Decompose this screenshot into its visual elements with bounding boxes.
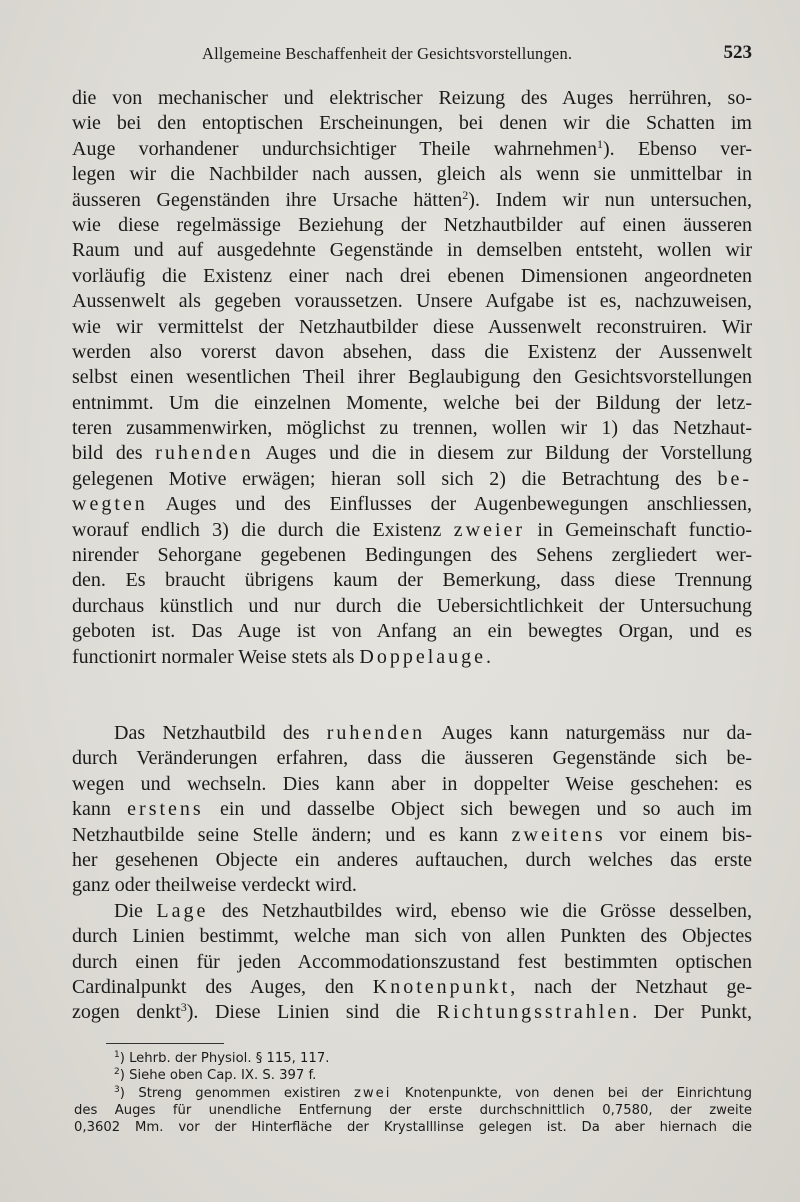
page-header [70,44,752,68]
footnote-number: 3 [114,1084,120,1095]
text-line [72,950,752,975]
text-run: wie wir vermittelst der Netzhautbilder diese Aussenwelt reconstruiren. Wir [72,315,752,338]
text-run: selbst einen wesentlichen Theil ihrer Beglaubigung den Gesichtsvorstellungen [72,366,752,389]
text-line [72,238,752,263]
text-line [72,619,752,644]
text-line [72,797,752,822]
text-run: durch Linien bestimmt, welche man sich von allen Punkten des Objectes [72,925,752,948]
text-run: teren zusammenwirken, möglichst zu trennen, wollen wir 1) das Netzhaut- [72,417,752,440]
spaced-emphasis: Doppelauge [359,645,487,668]
text-line [72,975,752,1000]
page-number: 523 [723,42,752,63]
text-line [72,137,752,162]
text-run: entnimmt. Um die einzelnen Momente, welche bei der Bildung der letz- [72,391,752,414]
text-run: Das Netzhautbild des [114,721,327,744]
text-run: Raum und auf ausgedehnte Gegenstände in demselben entsteht, wollen wir [72,239,752,262]
paragraph-gap [72,670,752,721]
text-line [72,594,752,619]
text-run: zogen denkt [72,1001,181,1024]
text-run: functionirt normaler Weise stets als [72,645,360,668]
text-run: in Gemeinschaft functio- [525,518,752,541]
text-run: Auges und die in diesem zur Bildung der Vorstellung [253,442,752,465]
text-line [72,492,752,517]
text-run: Netzhautbilde seine Stelle ändern; und es kann [72,823,512,846]
text-run: gelegenen Motive erwägen; hieran soll sich 2) die Betrachtung des [72,467,718,490]
text-line [72,315,752,340]
text-run: ganz oder theilweise verdeckt wird. [72,874,357,897]
text-line [72,441,752,466]
text-run: durch Veränderungen erfahren, dass die äusseren Gegenstände sich be- [72,747,752,770]
text-run: bild des [72,442,156,465]
text-line [72,543,752,568]
text-line [72,188,752,213]
text-run: des Netzhautbildes wird, ebenso wie die Grösse desselben, [208,899,752,922]
text-run: , nach der Netzhaut ge- [510,975,752,998]
text-run: ) Streng genommen existiren [119,1085,354,1101]
text-line [72,721,752,746]
footnotes [74,1050,752,1136]
footnote-continuation [74,1119,752,1136]
spaced-emphasis: zweier [453,518,526,541]
text-line [72,568,752,593]
spaced-emphasis: wegten [72,493,148,516]
text-run: ) Lehrb. der Physiol. § 115, 117. [119,1051,330,1066]
spaced-emphasis: erstens [127,798,204,821]
text-run: Cardinalpunkt des Auges, den [72,975,373,998]
text-run: durch einen für jeden Accommodationszustand fest bestimmten optischen [72,950,752,973]
text-run: her gesehenen Objecte ein anderes auftauchen, durch welches das erste [72,848,752,871]
text-line [72,746,752,771]
text-run: den. Es braucht übrigens kaum der Bemerkung, dass diese Trennung [72,569,752,592]
main-text [72,86,752,1026]
text-line [72,1000,752,1025]
text-run: Auges kann naturgemäss nur da- [425,721,752,744]
text-run: des Auges für unendliche Entfernung der erste durchschnittlich 0,7580, der zweite [74,1102,752,1118]
text-run: Aussenwelt als gegeben voraussetzen. Unsere Aufgabe ist es, nachzuweisen, [72,290,752,313]
text-line [72,416,752,441]
spaced-emphasis: zwei [353,1085,392,1101]
text-line [72,289,752,314]
text-run: nirender Sehorgane gegebenen Bedingungen des Sehens zergliedert wer- [72,544,752,567]
text-line [72,518,752,543]
text-run: ) Siehe oben Cap. IX. S. 397 f. [119,1068,317,1084]
footnote [74,1050,752,1067]
footnote-divider [106,1043,224,1044]
spaced-emphasis: be- [717,467,752,490]
text-run: wie diese regelmässige Beziehung der Netzhautbilder auf einen äusseren [72,213,752,236]
text-run: wegen und wechseln. Dies kann aber in doppelter Weise geschehen: es [72,772,752,795]
spaced-emphasis: ruhenden [155,442,254,465]
text-line [72,111,752,136]
text-line [72,264,752,289]
text-run: Knotenpunkte, von denen bei der Einrichtung [391,1085,752,1101]
text-run: worauf endlich 3) die durch die Existenz [72,518,454,541]
text-run: ein und dasselbe Object sich bewegen und so auch im [203,798,752,821]
text-run: geboten ist. Das Auge ist von Anfang an ein bewegtes Organ, und es [72,620,752,643]
text-run: legen wir die Nachbilder nach aussen, gleich als wenn sie unmittelbar in [72,163,752,186]
text-run: ). Diese Linien sind die [186,1001,437,1024]
text-run: durchaus künstlich und nur durch die Uebersichtlichkeit der Untersuchung [72,594,752,617]
text-run: vor einem bis- [605,823,752,846]
text-line [72,365,752,390]
footnote [74,1085,752,1102]
text-run: 0,3602 Mm. vor der Hinterfläche der Krystalllinse gelegen ist. Da aber hiernach die [74,1120,752,1136]
text-line [72,340,752,365]
text-run: wie bei den entoptischen Erscheinungen, bei denen wir die Schatten im [72,112,752,135]
text-run: die von mechanischer und elektrischer Reizung des Auges herrühren, so- [72,87,752,109]
text-line [72,873,752,898]
spaced-emphasis: Knotenpunkt [372,975,511,998]
text-line [72,645,752,670]
footnote-ref[interactable]: 1 [597,136,603,151]
footnote-number: 1 [114,1050,120,1060]
footnote-ref[interactable]: 3 [180,1000,187,1015]
text-line [72,86,752,111]
text-run: kann [72,798,128,821]
footnote-number: 2 [114,1067,120,1078]
spaced-emphasis: Richtungsstrahlen [436,1001,633,1024]
text-run: äusseren Gegenständen ihre Ursache hätten [72,188,463,211]
spaced-emphasis: zweitens [511,823,606,846]
text-line [72,772,752,797]
text-run: Auges und des Einflusses der Augenbewegungen anschliessen, [147,493,752,516]
text-line [72,899,752,924]
text-run: Auge vorhandener undurchsichtiger Theile wahrnehmen [72,137,597,160]
text-run: . Der Punkt, [632,1001,752,1024]
text-line [72,391,752,416]
footnote-ref[interactable]: 2 [462,187,469,202]
text-line [72,213,752,238]
text-run: ). Ebenso ver- [603,137,752,160]
text-line [72,162,752,187]
text-run: Die [114,899,157,922]
spaced-emphasis: Lage [156,899,209,922]
running-title: Allgemeine Beschaffenheit der Gesichtsvorstellungen. [202,44,573,63]
text-run: werden also vorerst davon absehen, dass die Existenz der Aussenwelt [72,340,752,363]
text-run: vorläufig die Existenz einer nach drei ebenen Dimensionen angeordneten [72,264,752,287]
text-run: ). Indem wir nun untersuchen, [468,188,752,211]
text-line [72,823,752,848]
spaced-emphasis: ruhenden [326,721,426,744]
footnote-continuation [74,1102,752,1119]
footnote [74,1067,752,1084]
text-line [72,848,752,873]
text-line [72,924,752,949]
text-run: . [486,645,492,668]
text-line [72,467,752,492]
